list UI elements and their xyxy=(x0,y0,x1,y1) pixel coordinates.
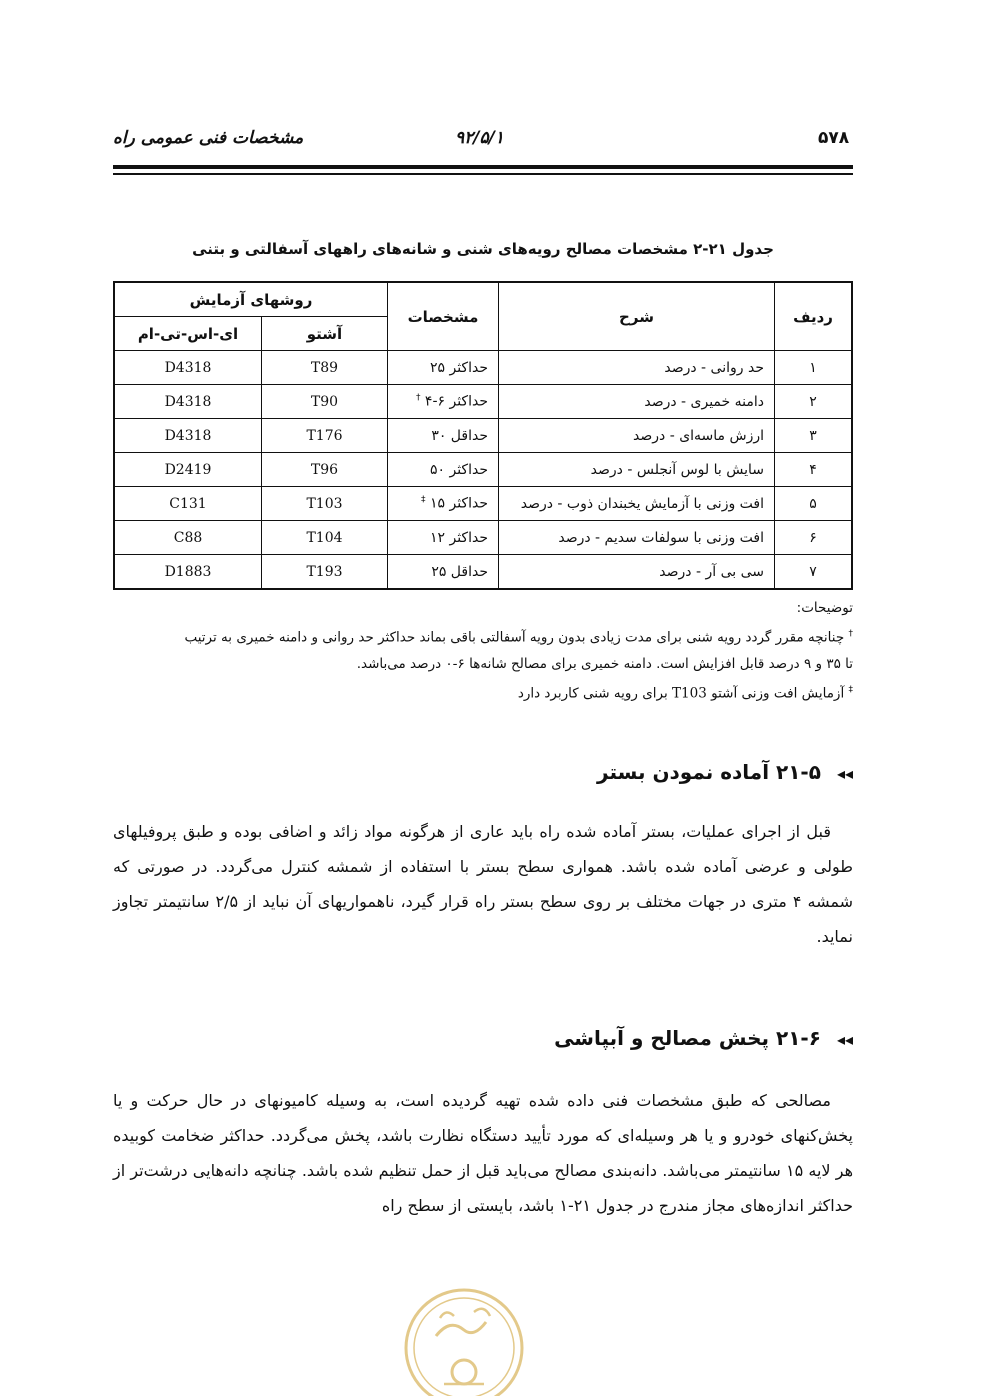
row-desc: دامنه خمیری - درصد xyxy=(499,385,775,419)
note-1-line-2: تا ۳۵ و ۹ درصد قابل افزایش است. دامنه خمیری برای مصالح شانه‌ها ۶-۰ درصد می‌باشد. xyxy=(356,655,853,672)
table-row xyxy=(114,555,852,590)
row-spec-value: حداکثر ۶-۴ xyxy=(424,393,488,410)
table-row xyxy=(114,487,852,521)
table-row xyxy=(114,453,852,487)
row-astm: C131 xyxy=(114,487,262,521)
document-code: ۹۲/۵/۱ xyxy=(455,128,504,148)
book-title: مشخصات فنی عمومی راه xyxy=(113,128,304,148)
watermark-seal-icon xyxy=(396,1276,532,1396)
note-1-line-1: چنانچه مقرر گردد رویه شنی برای مدت زیادی بدون رویه آسفالتی باقی بماند حداکثر حد روانی و دامنه خمیری به ترتیب xyxy=(184,629,845,646)
row-spec xyxy=(388,453,499,487)
row-astm: C88 xyxy=(114,521,262,555)
page-number: ۵۷۸ xyxy=(818,128,850,148)
row-spec xyxy=(388,385,499,419)
row-desc: افت وزنی با آزمایش یخبندان ذوب - درصد xyxy=(499,487,775,521)
spec-table xyxy=(113,281,853,590)
row-ashto: T96 xyxy=(262,453,388,487)
row-astm: D2419 xyxy=(114,453,262,487)
row-desc: سی بی آر - درصد xyxy=(499,555,775,590)
row-spec-value: حداکثر ۵۰ xyxy=(429,461,488,478)
table-row xyxy=(114,351,852,385)
note-2-code: T103 xyxy=(672,685,707,701)
col-header-methods: روشهای آزمایش xyxy=(114,282,388,317)
row-spec-value: حداقل ۲۵ xyxy=(431,563,488,580)
footnote-mark: ‡ xyxy=(421,495,426,506)
footnote-mark: † xyxy=(848,629,853,639)
col-header-row: ردیف xyxy=(775,282,853,351)
row-ashto: T193 xyxy=(262,555,388,590)
row-number: ۷ xyxy=(775,555,853,590)
row-spec-value: حداکثر ۲۵ xyxy=(429,359,488,376)
table-row xyxy=(114,419,852,453)
row-spec xyxy=(388,521,499,555)
row-astm: D4318 xyxy=(114,385,262,419)
row-number: ۶ xyxy=(775,521,853,555)
col-header-spec: مشخصات xyxy=(388,282,499,351)
paragraph-text: قبل از اجرای عملیات، بستر آماده شده راه باید عاری از هرگونه مواد زائد و اضافی بوده و طبق پروفیلهای طولی و عرضی آماده شده باشد. همواری سطح بستر با استفاده از شمشه کنترل می‌گردد. در صورتی که شمشه ۴ متری در جهات مختلف بر روی سطح بستر راه قرار گیرد، ناهمواریهای آن نباید از ۲/۵ سانتیمتر تجاوز نماید. xyxy=(113,822,854,946)
row-number: ۵ xyxy=(775,487,853,521)
row-ashto: T89 xyxy=(262,351,388,385)
table-notes xyxy=(113,595,853,706)
row-ashto: T104 xyxy=(262,521,388,555)
section-paragraph xyxy=(113,814,853,954)
paragraph-text: مصالحی که طبق مشخصات فنی داده شده تهیه گردیده است، به وسیله کامیونهای در حال حرکت و یا پخش‌کنهای خودرو و یا هر وسیله‌ای که مورد تأیید دستگاه نظارت باشد، پخش می‌گردد. حداکثر ضخامت کوبیده هر لایه ۱۵ سانتیمتر می‌باشد. دانه‌بندی مصالح می‌باید قبل از حمل تنظیم شده باشد. چنانچه دانه‌هایی درشت‌تر از حداکثر اندازه‌های مجاز مندرج در جدول ۲۱-۱ باشد، بایستی از سطح راه xyxy=(113,1091,854,1215)
section-heading xyxy=(113,760,853,784)
row-number: ۴ xyxy=(775,453,853,487)
row-spec xyxy=(388,351,499,385)
row-number: ۳ xyxy=(775,419,853,453)
row-number: ۲ xyxy=(775,385,853,419)
row-spec xyxy=(388,555,499,590)
row-ashto: T103 xyxy=(262,487,388,521)
table-caption: جدول ۲۱-۲ مشخصات مصالح رویه‌های شنی و شانه‌های راههای آسفالتی و بتنی xyxy=(192,240,774,258)
notes-title: توضیحات: xyxy=(796,600,853,616)
section-title: ۲۱-۵ آماده نمودن بستر xyxy=(597,760,821,784)
row-astm: D4318 xyxy=(114,419,262,453)
note-2-before: آزمایش افت وزنی آشتو xyxy=(711,685,845,701)
row-ashto: T90 xyxy=(262,385,388,419)
note-2-after: برای رویه شنی کاربرد دارد xyxy=(517,685,668,701)
row-astm: D1883 xyxy=(114,555,262,590)
row-spec xyxy=(388,419,499,453)
table-row xyxy=(114,385,852,419)
section-paragraph xyxy=(113,1083,853,1223)
header-rule-thick xyxy=(113,165,853,169)
row-number: ۱ xyxy=(775,351,853,385)
section-title: ۲۱-۶ پخش مصالح و آبپاشی xyxy=(554,1026,821,1050)
section-marker-icon: ◂◂ xyxy=(836,1030,853,1049)
row-spec-value: حداقل ۳۰ xyxy=(431,427,488,444)
row-desc: افت وزنی با سولفات سدیم - درصد xyxy=(499,521,775,555)
footnote-mark: ‡ xyxy=(848,684,853,695)
section-marker-icon: ◂◂ xyxy=(836,764,853,783)
row-spec-value: حداکثر ۱۲ xyxy=(429,529,488,546)
row-astm: D4318 xyxy=(114,351,262,385)
row-desc: حد روانی - درصد xyxy=(499,351,775,385)
row-spec xyxy=(388,487,499,521)
col-header-ashto: آشتو xyxy=(262,317,388,351)
row-spec-value: حداکثر ۱۵ xyxy=(429,495,488,512)
row-desc: ارزش ماسه‌ای - درصد xyxy=(499,419,775,453)
footnote-mark: † xyxy=(415,393,421,404)
row-ashto: T176 xyxy=(262,419,388,453)
col-header-desc: شرح xyxy=(499,282,775,351)
note-1 xyxy=(113,621,853,651)
header-rule-thin xyxy=(113,173,853,175)
note-2 xyxy=(113,677,853,707)
section-heading xyxy=(113,1026,853,1050)
row-desc: سایش با لوس آنجلس - درصد xyxy=(499,453,775,487)
col-header-astm: ای-اس-تی-ام xyxy=(114,317,262,351)
table-row xyxy=(114,521,852,555)
